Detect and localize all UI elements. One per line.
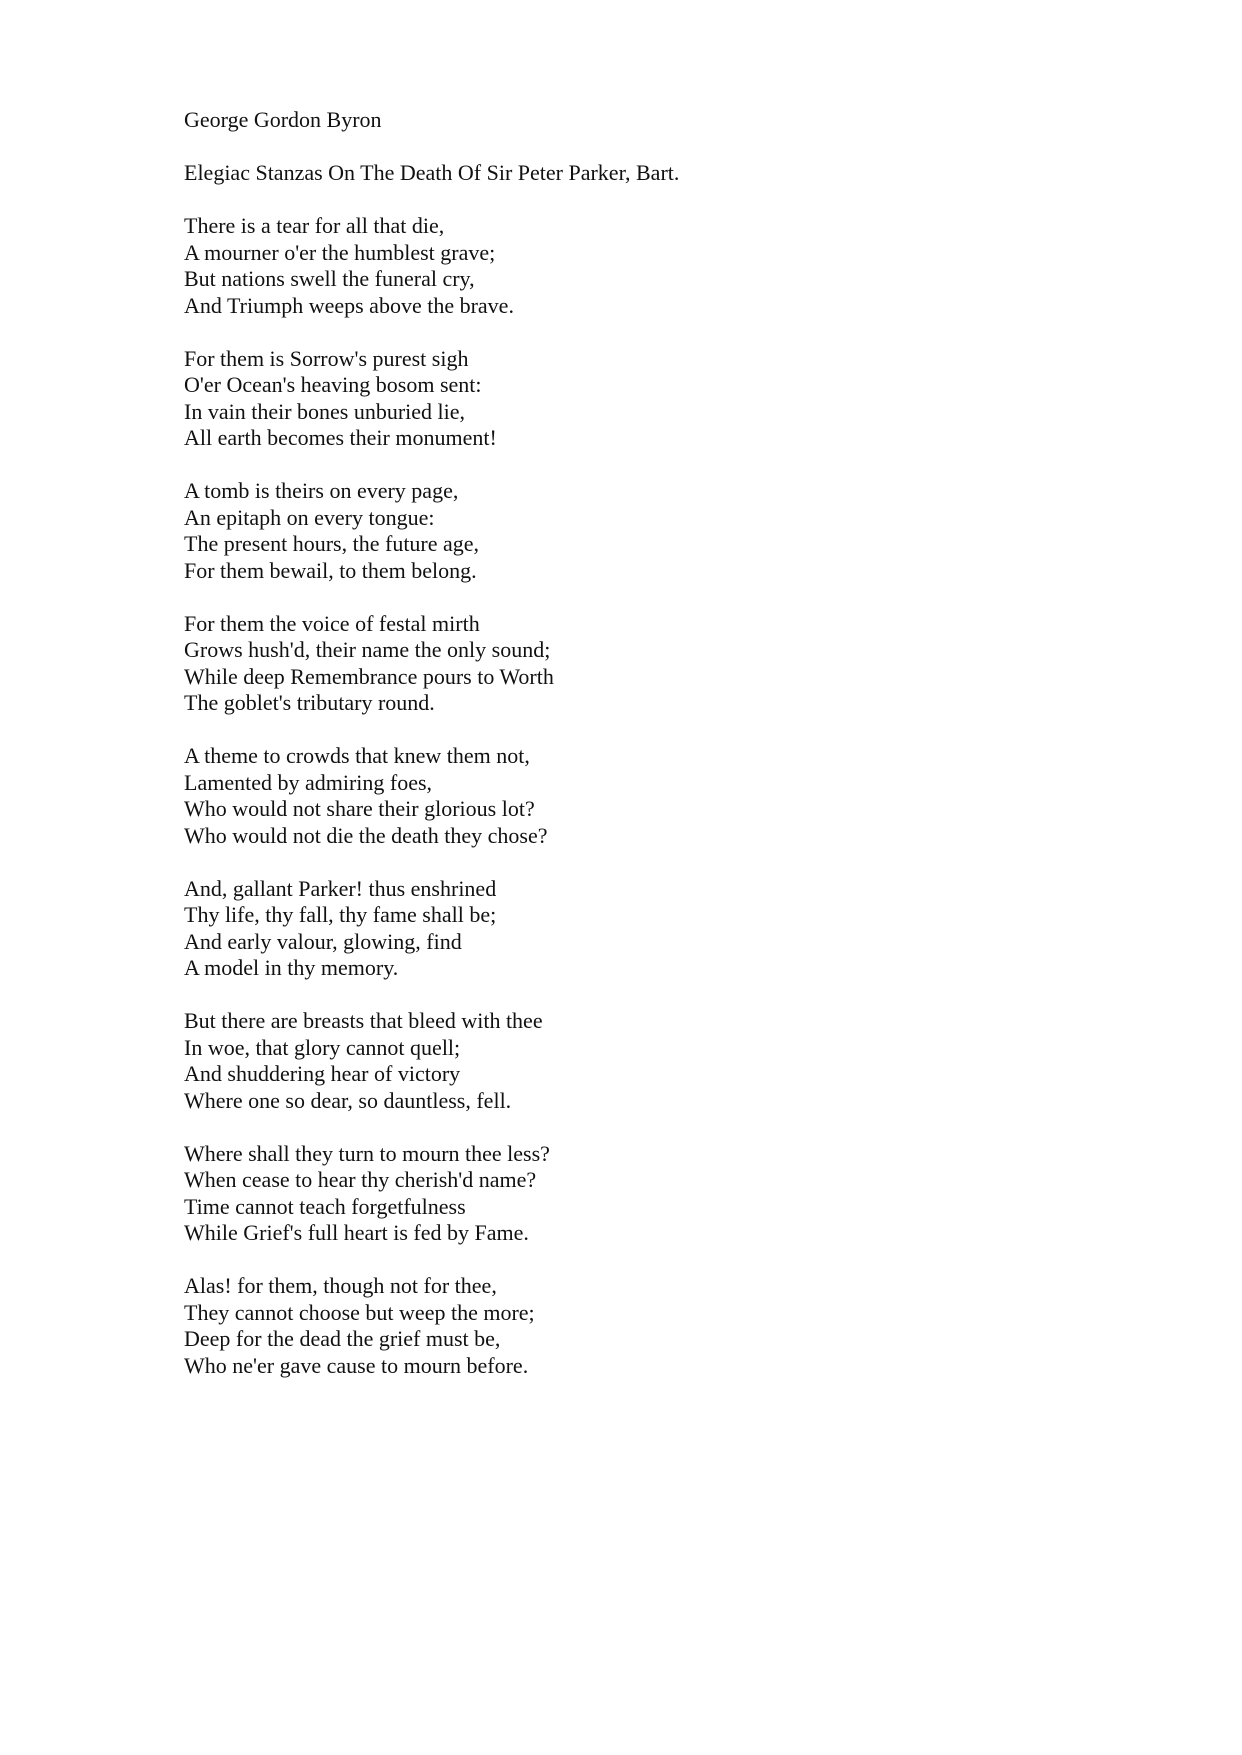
- stanza: [184, 611, 1184, 717]
- poem-line: For them the voice of festal mirth: [184, 610, 480, 636]
- poem-page: [184, 107, 1184, 1379]
- poem-line: Alas! for them, though not for thee,: [184, 1273, 497, 1298]
- poem-line: Deep for the dead the grief must be,: [184, 1326, 501, 1351]
- poem-title: Elegiac Stanzas On The Death Of Sir Peter Parker, Bart.: [184, 160, 680, 185]
- stanza: [184, 1008, 1184, 1114]
- poem-line: They cannot choose but weep the more;: [184, 1299, 535, 1325]
- poem-line: Where shall they turn to mourn thee less?: [184, 1140, 550, 1166]
- stanza: [184, 213, 1184, 319]
- poem-line: Who ne'er gave cause to mourn before.: [184, 1352, 529, 1378]
- poem-line: For them is Sorrow's purest sigh: [184, 345, 469, 371]
- stanza: [184, 478, 1184, 584]
- poem-line: All earth becomes their monument!: [184, 425, 497, 450]
- poem-line: Grows hush'd, their name the only sound;: [184, 637, 551, 662]
- poem-line: The present hours, the future age,: [184, 531, 480, 556]
- poem-line: A model in thy memory.: [184, 955, 399, 980]
- poem-line: There is a tear for all that die,: [184, 213, 445, 238]
- poem-line: Who would not die the death they chose?: [184, 822, 548, 848]
- poem-line: O'er Ocean's heaving bosom sent:: [184, 372, 482, 397]
- stanza: [184, 346, 1184, 452]
- poem-line: A theme to crowds that knew them not,: [184, 743, 530, 768]
- poem-line: When cease to hear thy cherish'd name?: [184, 1167, 537, 1192]
- poem-line: But there are breasts that bleed with thee: [184, 1008, 543, 1033]
- stanza: [184, 1273, 1184, 1379]
- poem-line: For them bewail, to them belong.: [184, 557, 477, 583]
- poem-line: But nations swell the funeral cry,: [184, 266, 475, 291]
- stanza: [184, 1141, 1184, 1247]
- poem-line: A tomb is theirs on every page,: [184, 478, 459, 503]
- poem-line: And, gallant Parker! thus enshrined: [184, 875, 497, 901]
- poem-line: The goblet's tributary round.: [184, 690, 435, 715]
- stanza: [184, 743, 1184, 849]
- poem-line: And shuddering hear of victory: [184, 1061, 461, 1086]
- poem-line: Lamented by admiring foes,: [184, 769, 433, 795]
- poem-line: An epitaph on every tongue:: [184, 504, 435, 530]
- poem-line: Time cannot teach forgetfulness: [184, 1193, 466, 1219]
- poem-line: And early valour, glowing, find: [184, 928, 462, 954]
- poem-line: Where one so dear, so dauntless, fell.: [184, 1087, 512, 1113]
- poem-line: While deep Remembrance pours to Worth: [184, 663, 554, 689]
- poem-line: While Grief's full heart is fed by Fame.: [184, 1220, 529, 1245]
- poem-line: In vain their bones unburied lie,: [184, 398, 466, 424]
- poem-line: Thy life, thy fall, thy fame shall be;: [184, 902, 497, 927]
- poem-line: And Triumph weeps above the brave.: [184, 292, 514, 318]
- poem-line: Who would not share their glorious lot?: [184, 796, 535, 821]
- stanza: [184, 876, 1184, 982]
- poem-line: In woe, that glory cannot quell;: [184, 1034, 461, 1060]
- author-name: George Gordon Byron: [184, 107, 382, 132]
- poem-line: A mourner o'er the humblest grave;: [184, 239, 496, 265]
